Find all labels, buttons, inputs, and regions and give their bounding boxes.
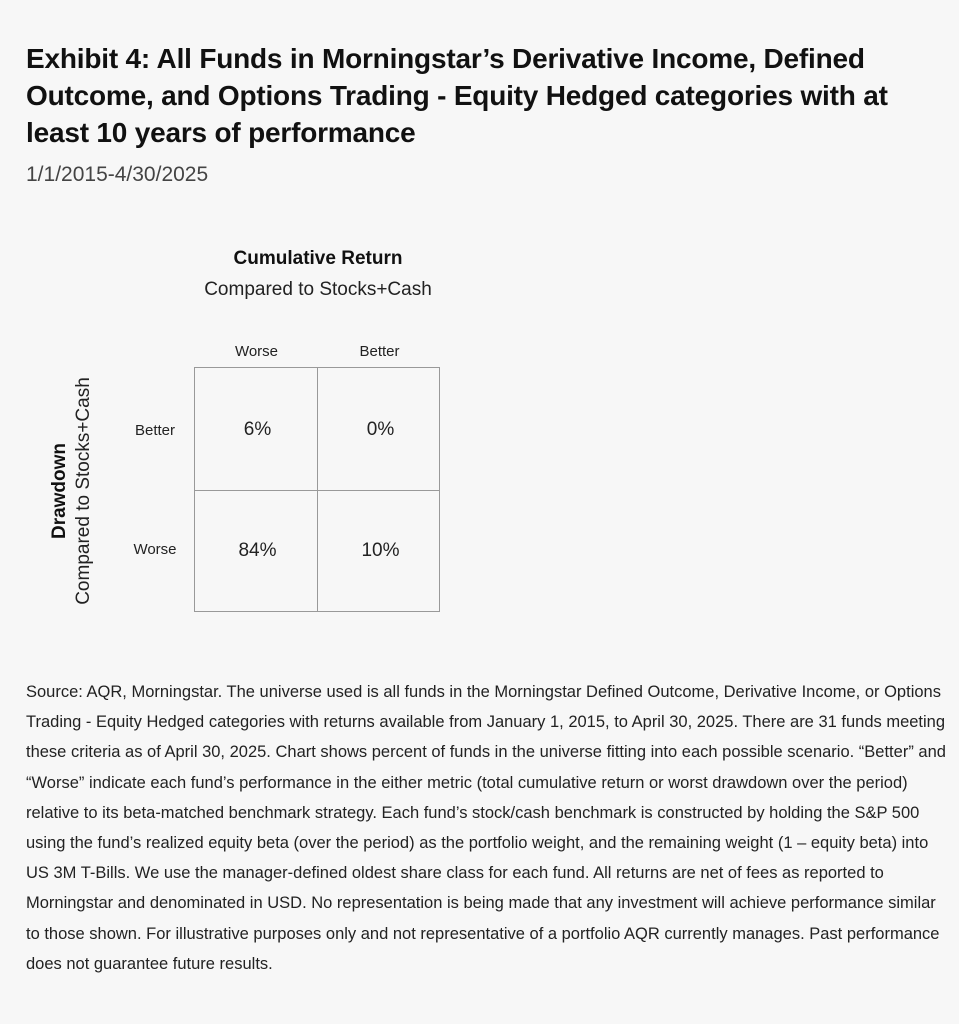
exhibit-title: Exhibit 4: All Funds in Morningstar’s Derivative Income, Defined Outcome, and Options Trading - Equity Hedged categories with at least 10 years of performance <box>26 43 888 148</box>
scenario-grid <box>194 367 440 612</box>
row-axis-title: Drawdown <box>49 442 70 540</box>
column-axis-subtitle: Compared to Stocks+Cash <box>204 279 432 300</box>
cell-drawdown-worse-return-better: 10% <box>361 540 400 561</box>
cell-drawdown-worse-return-worse: 84% <box>238 540 277 561</box>
source-footnote: Source: AQR, Morningstar. The universe used is all funds in the Morningstar Defined Outcome, Derivative Income, or Options Trading - Equity Hedged categories with returns available from January 1, 2015, to April 30, 2025. There are 31 funds meeting these criteria as of April 30, 2025. Chart shows percent of funds in the universe fitting into each possible scenario. “Better” and “Worse” indicate each fund’s performance in the either metric (total cumulative return or worst drawdown over the period) relative to its beta-matched benchmark strategy. Each fund’s stock/cash benchmark is constructed by holding the S&P 500 using the fund’s realized equity beta (over the period) as the portfolio weight, and the remaining weight (1 – equity beta) into US 3M T-Bills. We use the manager-defined oldest share class for each fund. All returns are net of fees as reported to Morningstar and denominated in USD. No representation is being made that any investment will achieve performance similar to those shown. For illustrative purposes only and not representative of a portfolio AQR currently manages. Past performance does not guarantee future results. <box>26 683 946 973</box>
row-axis-subtitle: Compared to Stocks+Cash <box>73 377 94 605</box>
row-header-worse: Worse <box>133 541 177 558</box>
cell-drawdown-better-return-better: 0% <box>366 419 395 440</box>
column-header-worse: Worse <box>234 343 279 360</box>
grid-horizontal-divider <box>195 490 439 491</box>
date-range-subtitle: 1/1/2015-4/30/2025 <box>26 163 209 186</box>
row-header-better: Better <box>134 422 176 439</box>
row-axis-label <box>37 377 107 605</box>
column-axis-title: Cumulative Return <box>233 248 403 269</box>
cell-drawdown-better-return-worse: 6% <box>243 419 272 440</box>
column-header-better: Better <box>359 343 400 360</box>
